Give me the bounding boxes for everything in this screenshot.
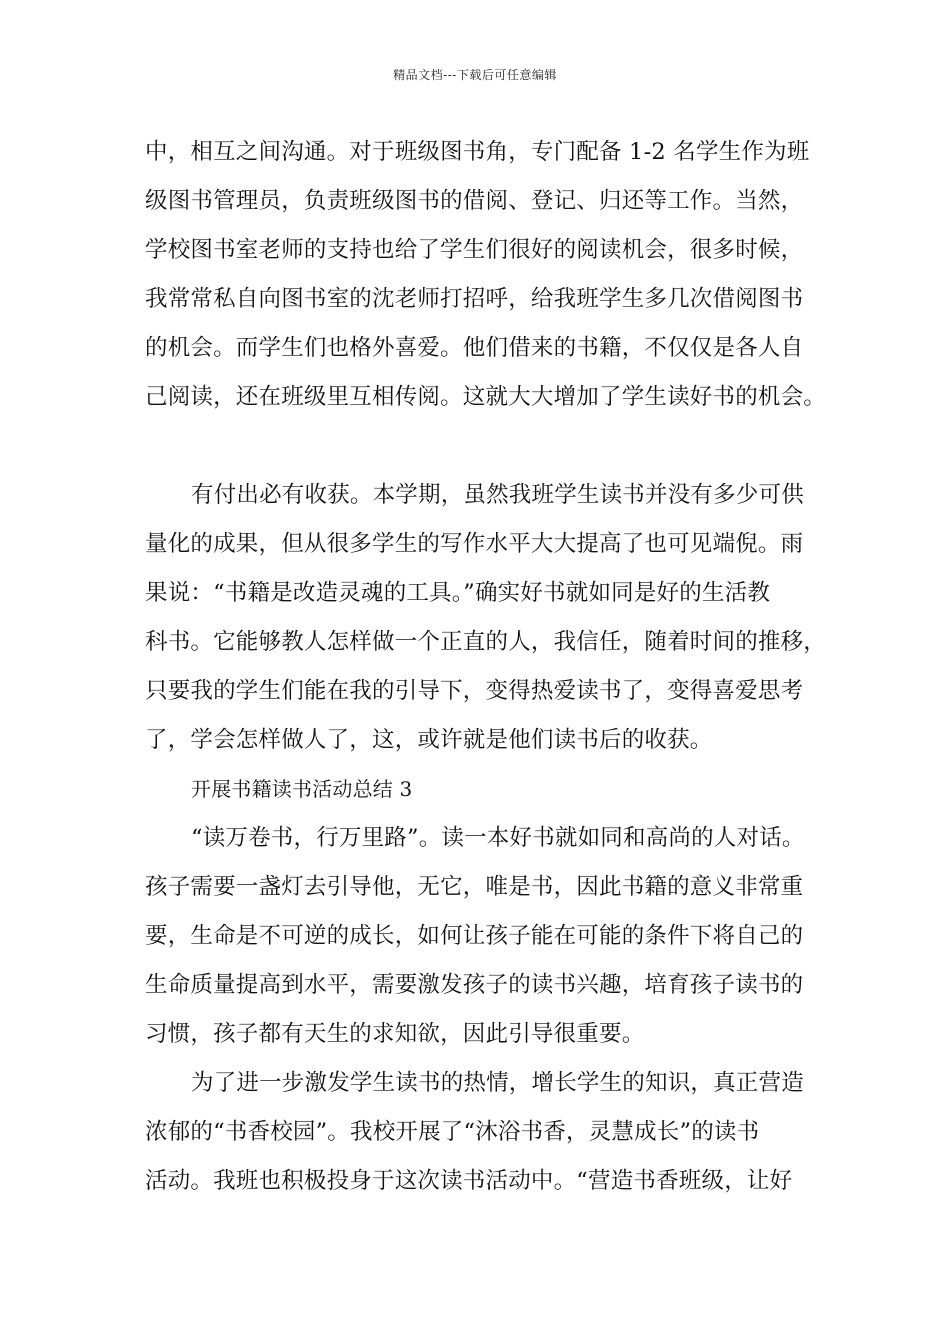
text-line: 量化的成果，但从很多学生的写作水平大大提高了也可见端倪。雨 (145, 531, 804, 557)
text-line: 科书。它能够教人怎样做一个正直的人，我信任，随着时间的推移， (145, 629, 827, 655)
text-line: 级图书管理员，负责班级图书的借阅、登记、归还等工作。当然， (145, 188, 804, 214)
page-header: 精品文档---下载后可任意编辑 (393, 68, 557, 82)
document-body (145, 128, 825, 1206)
text-line: 浓郁的“书香校园”。我校开展了“沐浴书香，灵慧成长”的读书 (145, 1119, 760, 1145)
text-line: 为了进一步激发学生读书的热情，增长学生的知识，真正营造 (191, 1070, 804, 1096)
text-line: 中，相互之间沟通。对于班级图书角，专门配备 1-2 名学生作为班 (145, 139, 810, 165)
text-line: 只要我的学生们能在我的引导下，变得热爱读书了，变得喜爱思考 (145, 678, 804, 704)
text-line: 孩子需要一盏灯去引导他，无它，唯是书，因此书籍的意义非常重 (145, 874, 804, 900)
text-line: 果说：“书籍是改造灵魂的工具。”确实好书就如同是好的生活教 (145, 580, 771, 606)
text-line: 生命质量提高到水平，需要激发孩子的读书兴趣，培育孩子读书的 (145, 972, 804, 998)
text-line: 的机会。而学生们也格外喜爱。他们借来的书籍，不仅仅是各人自 (145, 335, 804, 361)
paragraph-gap (145, 422, 825, 471)
text-line: 我常常私自向图书室的沈老师打招呼，给我班学生多几次借阅图书 (145, 286, 804, 312)
text-line: 己阅读，还在班级里互相传阅。这就大大增加了学生读好书的机会。 (145, 384, 827, 410)
text-line: 了，学会怎样做人了，这，或许就是他们读书后的收获。 (145, 727, 713, 753)
text-line: 学校图书室老师的支持也给了学生们很好的阅读机会，很多时候， (145, 237, 804, 263)
text-line: “读万卷书，行万里路”。读一本好书就如同和高尚的人对话。 (191, 825, 805, 851)
text-line: 要，生命是不可逆的成长，如何让孩子能在可能的条件下将自己的 (145, 923, 804, 949)
text-line: 有付出必有收获。本学期，虽然我班学生读书并没有多少可供 (191, 482, 804, 508)
text-line: 活动。我班也积极投身于这次读书活动中。“营造书香班级，让好 (145, 1168, 793, 1194)
text-line: 习惯，孩子都有天生的求知欲，因此引导很重要。 (145, 1021, 645, 1047)
section-heading: 开展书籍读书活动总结 3 (191, 777, 413, 801)
